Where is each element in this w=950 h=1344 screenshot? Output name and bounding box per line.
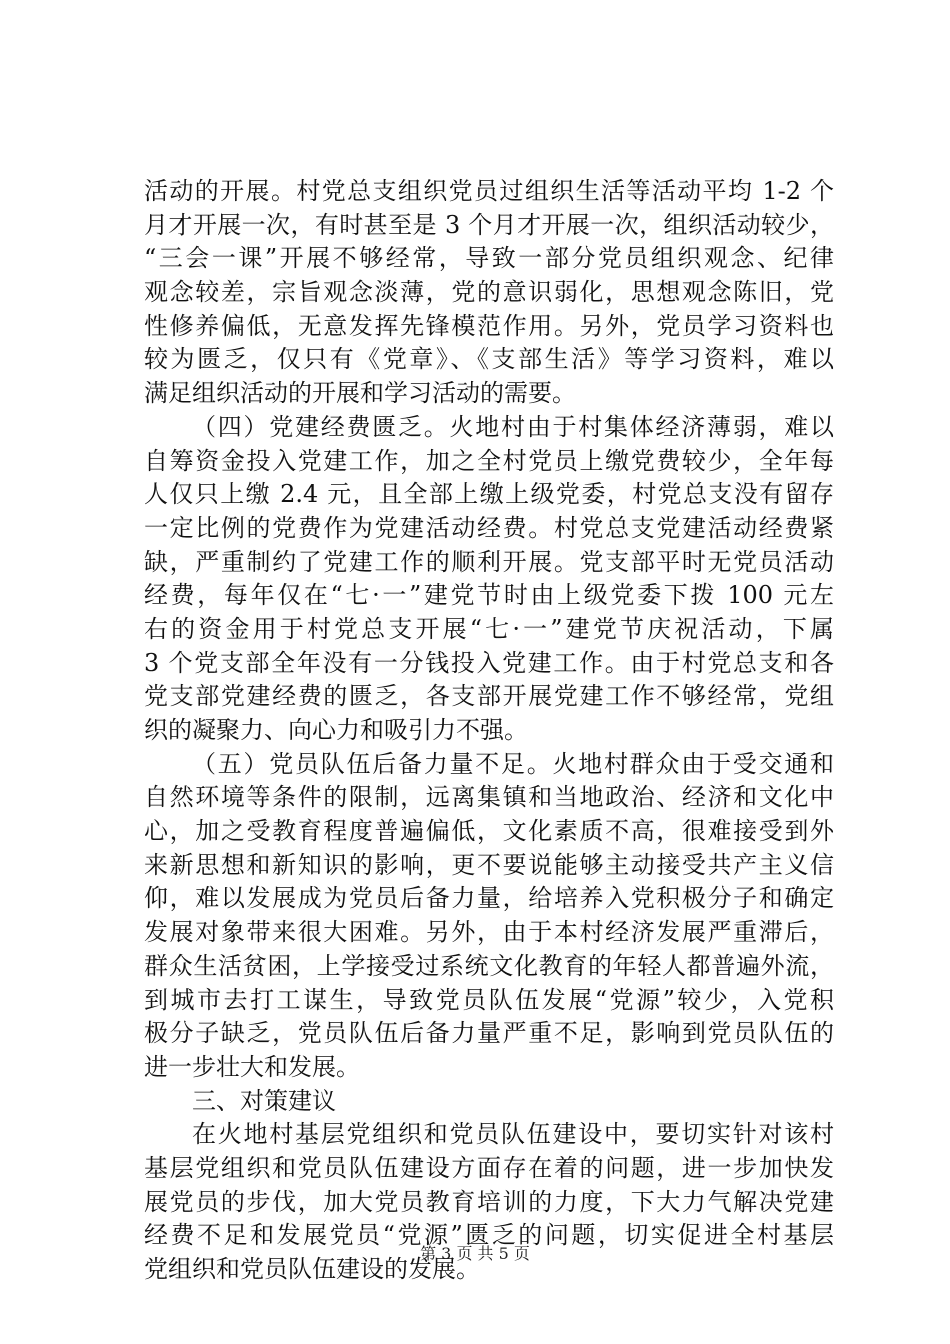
document-body	[144, 175, 834, 1287]
paragraph-line: 党组织和党员队伍建设的发展。	[144, 1255, 480, 1283]
paragraph-line: 自然环境等条件的限制，远离集镇和当地政治、经济和文化中	[144, 783, 834, 812]
section-five-heading-line: （五）党员队伍后备力量不足。火地村群众由于受交通和	[192, 749, 834, 778]
paragraph-line: 来新思想和新知识的影响，更不要说能够主动接受共产主义信	[144, 850, 834, 879]
section-four-heading-line: （四）党建经费匮乏。火地村由于村集体经济薄弱，难以	[192, 412, 834, 441]
paragraph-line: 满足组织活动的开展和学习活动的需要。	[144, 379, 576, 408]
paragraph-line: 性修养偏低，无意发挥先锋模范作用。另外，党员学习资料也	[144, 311, 834, 340]
paragraph-line: 右的资金用于村党总支开展“七·一”建党节庆祝活动，下属	[144, 614, 834, 643]
paragraph-line: “三会一课”开展不够经常，导致一部分党员组织观念、纪律	[144, 244, 834, 273]
paragraph-line: 自筹资金投入党建工作，加之全村党员上缴党费较少，全年每	[144, 446, 834, 475]
page-number-footer: 第 3 页 共 5 页	[420, 1244, 530, 1263]
paragraph-line: 一定比例的党费作为党建活动经费。村党总支党建活动经费紧	[144, 513, 834, 542]
paragraph-line: 基层党组织和党员队伍建设方面存在着的问题，进一步加快发	[144, 1153, 834, 1182]
paragraph-line: 群众生活贫困，上学接受过系统文化教育的年轻人都普遍外流，	[144, 951, 834, 980]
paragraph-line: 党支部党建经费的匮乏，各支部开展党建工作不够经常，党组	[144, 682, 834, 711]
paragraph-line: 在火地村基层党组织和党员队伍建设中，要切实针对该村	[192, 1120, 834, 1149]
paragraph-line: 到城市去打工谋生，导致党员队伍发展“党源”较少，入党积	[144, 985, 834, 1014]
paragraph-line: 较为匮乏，仅只有《党章》、《支部生活》等学习资料，难以	[144, 345, 834, 374]
paragraph-line: 活动的开展。村党总支组织党员过组织生活等活动平均 1-2 个	[144, 177, 834, 205]
paragraph-line: 进一步壮大和发展。	[144, 1052, 360, 1081]
paragraph-line: 经费不足和发展党员“党源”匮乏的问题，切实促进全村基层	[144, 1221, 834, 1250]
paragraph-line: 展党员的步伐，加大党员教育培训的力度，下大力气解决党建	[144, 1187, 834, 1216]
paragraph-line: 极分子缺乏，党员队伍后备力量严重不足，影响到党员队伍的	[144, 1019, 834, 1048]
paragraph-line: 3 个党支部全年没有一分钱投入党建工作。由于村党总支和各	[144, 648, 834, 677]
paragraph-line: 缺，严重制约了党建工作的顺利开展。党支部平时无党员活动	[144, 547, 834, 576]
paragraph-line: 人仅只上缴 2.4 元，且全部上缴上级党委，村党总支没有留存	[144, 480, 834, 509]
paragraph-line: 心，加之受教育程度普遍偏低，文化素质不高，很难接受到外	[144, 817, 834, 846]
paragraph-line: 月才开展一次，有时甚至是 3 个月才开展一次，组织活动较少，	[144, 210, 834, 239]
paragraph-line: 仰，难以发展成为党员后备力量，给培养入党积极分子和确定	[144, 884, 834, 913]
paragraph-line: 发展对象带来很大困难。另外，由于本村经济发展严重滞后，	[144, 918, 834, 947]
paragraph-line: 织的凝聚力、向心力和吸引力不强。	[144, 716, 528, 744]
section-three-heading: 三、对策建议	[192, 1086, 336, 1115]
paragraph-line: 经费，每年仅在“七·一”建党节时由上级党委下拨 100 元左	[144, 581, 834, 610]
paragraph-line: 观念较差，宗旨观念淡薄，党的意识弱化，思想观念陈旧，党	[144, 278, 834, 307]
